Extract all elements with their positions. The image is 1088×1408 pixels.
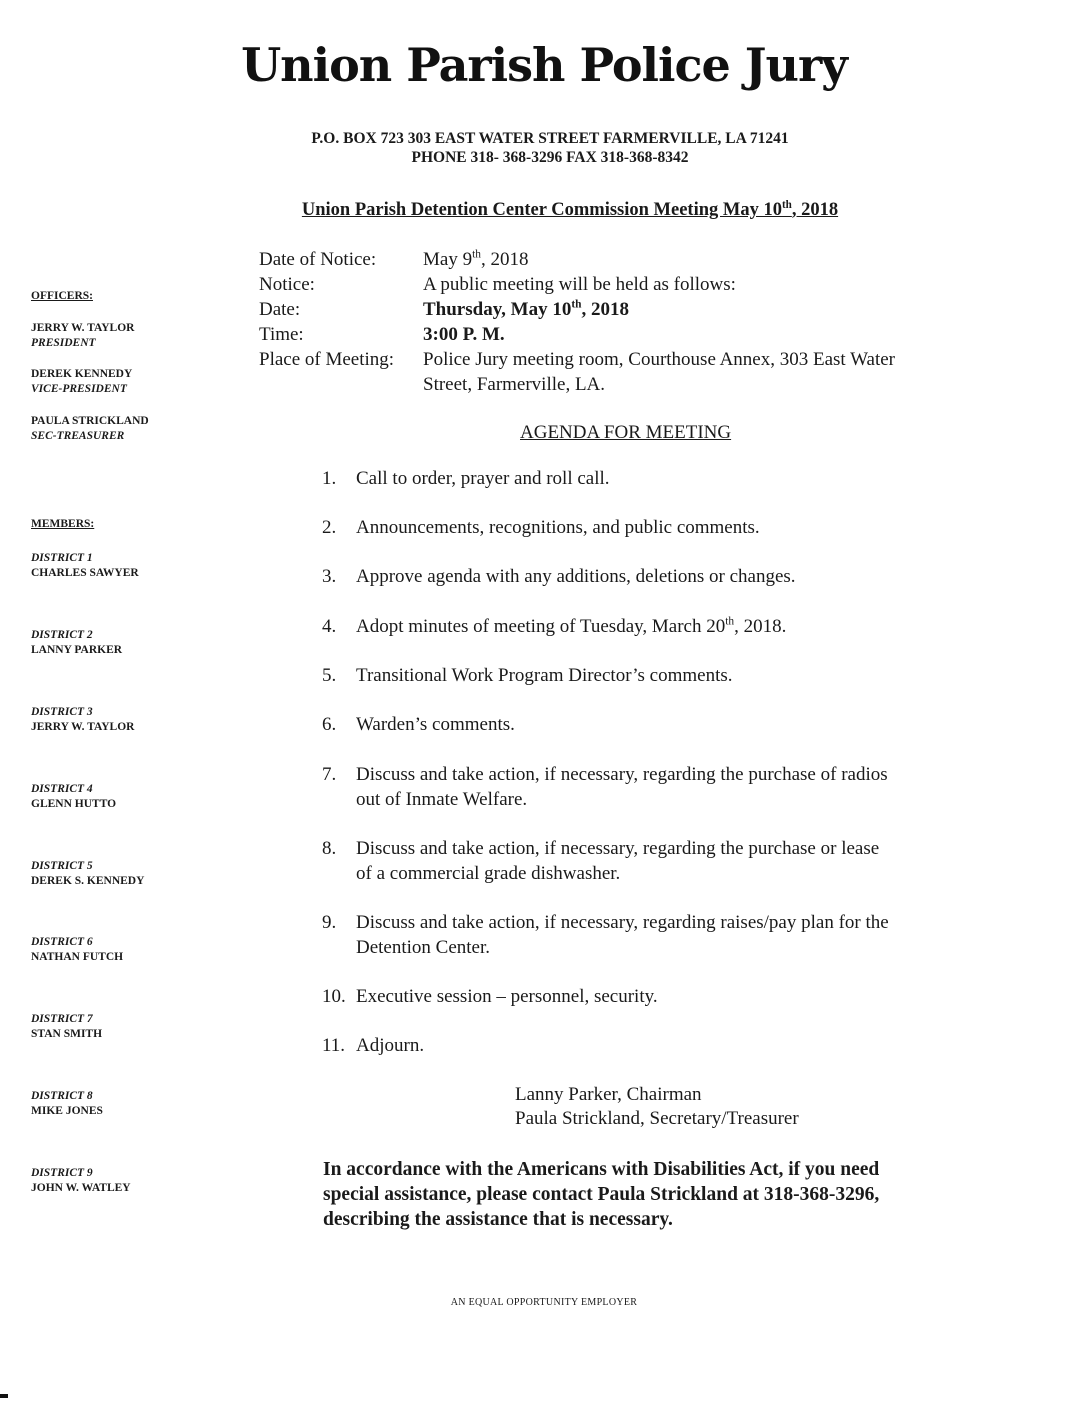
notice-block bbox=[259, 247, 963, 397]
agenda-item-text: Adopt minutes of meeting of Tuesday, March 20th, 2018. bbox=[356, 615, 787, 637]
phone-line: PHONE 318- 368-3296 FAX 318-368-8342 bbox=[411, 149, 689, 166]
meeting-title-sup: th bbox=[781, 198, 792, 211]
ada-notice bbox=[323, 1157, 963, 1232]
agenda-item-number: 6. bbox=[322, 714, 337, 735]
notice-row-date bbox=[259, 297, 963, 322]
member-entry: DISTRICT 4 GLENN HUTTO bbox=[31, 783, 117, 810]
agenda-item-text: Approve agenda with any additions, deletions or changes. bbox=[356, 566, 796, 587]
notice-value: A public meeting will be held as follows: bbox=[423, 274, 736, 295]
scan-mark bbox=[0, 1394, 8, 1398]
member-entry: DISTRICT 6 NATHAN FUTCH bbox=[31, 936, 124, 963]
officer-entry: DEREK KENNEDY VICE-PRESIDENT bbox=[31, 368, 133, 395]
agenda-heading: AGENDA FOR MEETING bbox=[520, 422, 732, 443]
agenda-item bbox=[322, 663, 962, 688]
officer-entry: JERRY W. TAYLOR PRESIDENT bbox=[31, 322, 135, 349]
ada-line: describing the assistance that is necessary. bbox=[323, 1209, 673, 1230]
footer-equal-opportunity: AN EQUAL OPPORTUNITY EMPLOYER bbox=[450, 1297, 638, 1308]
agenda-item-text: Call to order, prayer and roll call. bbox=[356, 468, 610, 489]
agenda-item-number: 10. bbox=[322, 986, 346, 1007]
notice-row-date-of-notice bbox=[259, 247, 963, 272]
agenda-item-text: Announcements, recognitions, and public comments. bbox=[356, 517, 760, 538]
letterhead-title: Union Parish Police Jury bbox=[241, 38, 847, 92]
notice-value: Thursday, May 10th, 2018 bbox=[423, 298, 629, 320]
signature-secretary: Paula Strickland, Secretary/Treasurer bbox=[515, 1108, 799, 1129]
agenda-item-text: Executive session – personnel, security. bbox=[356, 986, 658, 1007]
notice-value: May 9th, 2018 bbox=[423, 248, 529, 270]
member-entry: DISTRICT 9 JOHN W. WATLEY bbox=[31, 1167, 131, 1194]
agenda-item-number: 11. bbox=[322, 1035, 346, 1056]
notice-label: Date of Notice: bbox=[259, 249, 377, 270]
notice-label: Time: bbox=[259, 324, 304, 345]
notice-value: Police Jury meeting room, Courthouse Annex, 303 East Water Street, Farmerville, LA. bbox=[423, 349, 895, 395]
officer-entry: PAULA STRICKLAND SEC-TREASURER bbox=[31, 415, 149, 442]
agenda-item bbox=[322, 466, 962, 491]
member-entry: DISTRICT 8 MIKE JONES bbox=[31, 1090, 103, 1117]
agenda-item-number: 8. bbox=[322, 838, 337, 859]
notice-label: Notice: bbox=[259, 274, 315, 295]
officers-heading: OFFICERS: bbox=[31, 290, 93, 302]
letterhead-address bbox=[240, 129, 860, 167]
notice-label: Place of Meeting: bbox=[259, 349, 395, 370]
address-line: P.O. BOX 723 303 EAST WATER STREET FARMERVILLE, LA 71241 bbox=[311, 130, 789, 147]
meeting-title-text: Union Parish Detention Center Commission Meeting May 10 bbox=[301, 200, 782, 220]
ada-line: In accordance with the Americans with Disabilities Act, if you need bbox=[323, 1159, 880, 1180]
agenda-item bbox=[322, 910, 962, 960]
member-entry: DISTRICT 1 CHARLES SAWYER bbox=[31, 552, 139, 579]
meeting-title bbox=[230, 200, 910, 221]
notice-row-place bbox=[259, 347, 963, 397]
agenda-item-number: 2. bbox=[322, 517, 337, 538]
member-entry: DISTRICT 2 LANNY PARKER bbox=[31, 629, 123, 656]
notice-row-notice bbox=[259, 272, 963, 297]
agenda-item bbox=[322, 515, 962, 540]
notice-row-time bbox=[259, 322, 963, 347]
agenda-item-text: Warden’s comments. bbox=[356, 714, 515, 735]
member-entry: DISTRICT 7 STAN SMITH bbox=[31, 1013, 103, 1040]
agenda-item bbox=[322, 1033, 962, 1058]
agenda-item-number: 5. bbox=[322, 665, 337, 686]
meeting-title-suffix: , 2018 bbox=[791, 200, 839, 220]
notice-label: Date: bbox=[259, 299, 301, 320]
agenda-item-text: Discuss and take action, if necessary, regarding raises/pay plan for the Detention Center. bbox=[356, 912, 889, 958]
notice-value: 3:00 P. M. bbox=[423, 324, 505, 345]
agenda-item-text: Discuss and take action, if necessary, regarding the purchase or lease of a commercial grade dishwasher. bbox=[356, 838, 880, 884]
signature-block bbox=[515, 1083, 799, 1131]
agenda-item-number: 9. bbox=[322, 912, 337, 933]
members-heading: MEMBERS: bbox=[31, 518, 95, 530]
signature-chairman: Lanny Parker, Chairman bbox=[515, 1084, 702, 1105]
member-entry: DISTRICT 5 DEREK S. KENNEDY bbox=[31, 860, 145, 887]
agenda-item bbox=[322, 836, 962, 886]
agenda-item-text: Adjourn. bbox=[356, 1035, 425, 1056]
member-entry: DISTRICT 3 JERRY W. TAYLOR bbox=[31, 706, 135, 733]
agenda-item bbox=[322, 564, 962, 589]
agenda-item-number: 7. bbox=[322, 764, 337, 785]
agenda-item-number: 4. bbox=[322, 616, 337, 637]
agenda-item bbox=[322, 762, 962, 812]
agenda-item bbox=[322, 712, 962, 737]
agenda-item bbox=[322, 614, 962, 639]
ada-line: special assistance, please contact Paula Strickland at 318-368-3296, bbox=[323, 1184, 880, 1205]
agenda-item bbox=[322, 984, 962, 1009]
agenda-item-number: 1. bbox=[322, 468, 337, 489]
agenda-item-text: Discuss and take action, if necessary, regarding the purchase of radios out of Inmate Welfare. bbox=[356, 764, 888, 810]
agenda-item-number: 3. bbox=[322, 566, 337, 587]
agenda-item-text: Transitional Work Program Director’s comments. bbox=[356, 665, 733, 686]
